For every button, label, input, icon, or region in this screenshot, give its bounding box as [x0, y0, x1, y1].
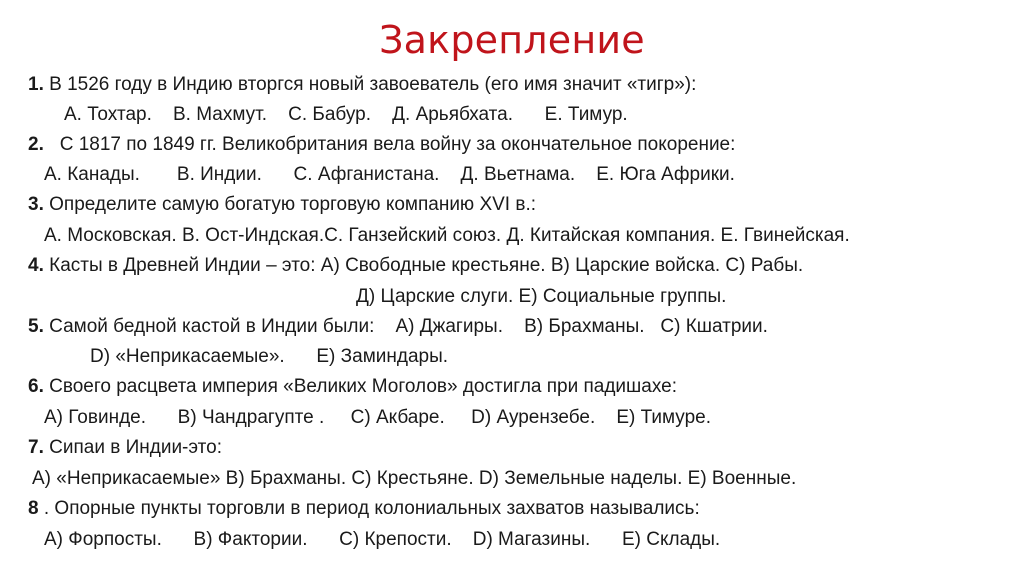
question-4: [28, 254, 803, 278]
answers-6: [44, 406, 711, 430]
question-text: Самой бедной кастой в Индии были: А) Джагиры. В) Брахманы. С) Кшатрии.: [43, 316, 768, 337]
question-6: [28, 375, 677, 399]
question-number: 5.: [28, 316, 44, 337]
question-1: [28, 73, 696, 97]
question-text: С 1817 по 1849 гг. Великобритания вела войну за окончательное покорение:: [43, 134, 736, 155]
answer-options: D) «Неприкасаемые». Е) Заминдары.: [90, 346, 449, 367]
question-text: Своего расцвета империя «Великих Моголов» достигла при падишахе:: [43, 376, 677, 397]
answer-options: А. Московская. В. Ост-Индская.С. Ганзейский союз. Д. Китайская компания. Е. Гвинейская.: [44, 225, 850, 246]
question-3: [28, 193, 536, 217]
answers-4: [356, 285, 726, 309]
question-number: 4.: [28, 255, 44, 276]
question-number: 1.: [28, 74, 44, 95]
question-text: Определите самую богатую торговую компанию XVI в.:: [43, 194, 537, 215]
question-5: [28, 315, 768, 339]
answers-8: [44, 528, 720, 552]
answers-3: [44, 224, 850, 248]
question-text: Сипаи в Индии-это:: [43, 437, 222, 458]
answer-options: Д) Царские слуги. Е) Социальные группы.: [356, 286, 727, 307]
question-number: 2.: [28, 134, 44, 155]
answer-options: А) «Неприкасаемые» В) Брахманы. С) Крестьяне. D) Земельные наделы. Е) Военные.: [32, 468, 797, 489]
question-text: . Опорные пункты торговли в период колониальных захватов назывались:: [38, 498, 700, 519]
answers-5: [90, 345, 448, 369]
question-number: 8: [28, 498, 39, 519]
answers-1: [64, 103, 628, 127]
answer-options: А. Тохтар. В. Махмут. С. Бабур. Д. Арьябхата. Е. Тимур.: [64, 104, 628, 125]
question-7: [28, 436, 222, 460]
question-text: Касты в Древней Индии – это: А) Свободные крестьяне. В) Царские войска. С) Рабы.: [43, 255, 804, 276]
question-text: В 1526 году в Индию вторгся новый завоеватель (его имя значит «тигр»):: [43, 74, 697, 95]
answers-2: [44, 163, 735, 187]
question-number: 3.: [28, 194, 44, 215]
question-number: 6.: [28, 376, 44, 397]
question-number: 7.: [28, 437, 44, 458]
answer-options: А) Говинде. В) Чандрагупте . С) Акбаре. D) Аурензебе. Е) Тимуре.: [44, 407, 711, 428]
slide-title: Закрепление: [379, 18, 645, 62]
question-2: [28, 133, 735, 157]
answer-options: А) Форпосты. В) Фактории. С) Крепости. D) Магазины. Е) Склады.: [44, 529, 721, 550]
answers-7: [32, 467, 796, 491]
question-8: [28, 497, 700, 521]
answer-options: А. Канады. В. Индии. С. Афганистана. Д. Вьетнама. Е. Юга Африки.: [44, 164, 735, 185]
